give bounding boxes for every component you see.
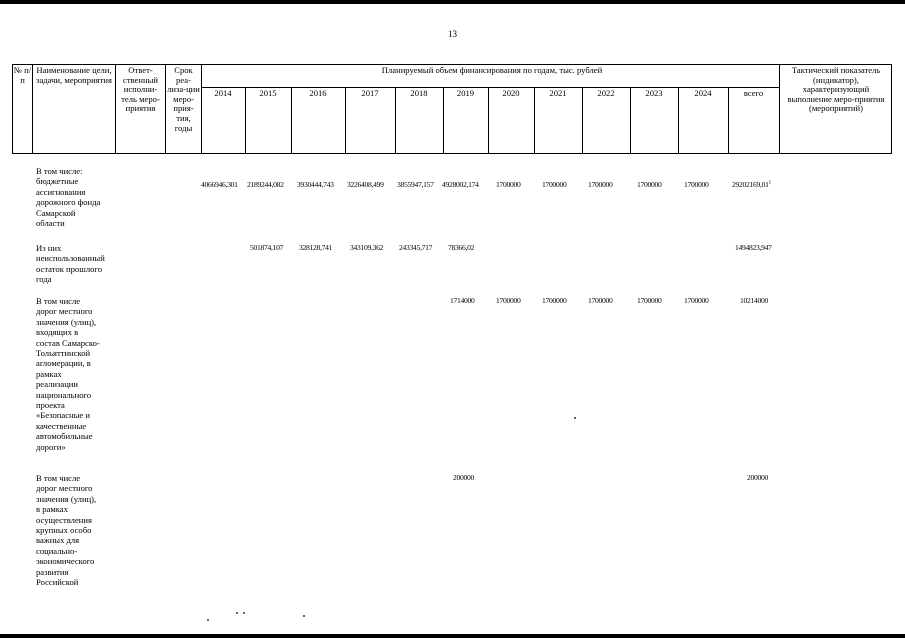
year-header: 2021	[549, 88, 567, 98]
value-cell: 200000	[747, 473, 768, 482]
table-header	[12, 64, 892, 154]
row-2-name: Из них неиспользованный остаток прошлого года	[36, 243, 105, 285]
value-cell: 1700000	[684, 180, 709, 189]
scan-speck	[207, 619, 209, 621]
year-header: 2024	[694, 88, 712, 98]
value-cell: 10214000	[740, 296, 768, 305]
value-cell: 1494823,947	[735, 243, 772, 252]
header-num: № п/п	[13, 65, 32, 85]
year-header: всего	[743, 88, 764, 98]
value-cell: 3930444,743	[297, 180, 334, 189]
value-cell: 4928002,174	[442, 180, 479, 189]
year-header: 2022	[597, 88, 615, 98]
scan-speck	[303, 615, 305, 617]
top-border	[0, 0, 905, 4]
value-cell: 1700000	[588, 296, 613, 305]
value-cell: 243345,717	[399, 243, 433, 252]
year-header: 2017	[361, 88, 379, 98]
year-header: 2016	[309, 88, 327, 98]
value-cell: 1700000	[542, 296, 567, 305]
year-header: 2014	[214, 88, 232, 98]
row-3-name: В том числе дорог местного значения (улиц), входящих в состав Самарско- Тольяттинской агломерации, в рамках реализации национального проекта «Безопасные и качественные автомобильные дороги»	[36, 296, 100, 452]
value-cell: 1700000	[496, 296, 521, 305]
year-header: 2015	[259, 88, 277, 98]
header-planned: Планируемый объем финансирования по годам, тыс. рублей	[381, 65, 603, 75]
value-cell: 4066946,301	[201, 180, 238, 189]
value-cell: 78366,02	[448, 243, 475, 252]
value-cell: 343109,362	[350, 243, 384, 252]
header-name: Наименование цели, задачи, мероприятия	[36, 65, 112, 85]
year-header: 2019	[456, 88, 475, 98]
value-cell: 501874,107	[250, 243, 284, 252]
bottom-border	[0, 634, 905, 638]
page-number: 13	[448, 29, 457, 39]
value-cell: 328128,741	[299, 243, 333, 252]
value-cell: 3855947,157	[397, 180, 434, 189]
scan-speck	[236, 612, 238, 614]
value-cell: 1714000	[450, 296, 475, 305]
year-header: 2023	[645, 88, 663, 98]
value-cell: 3226408,499	[347, 180, 384, 189]
value-cell: 1700000	[637, 180, 662, 189]
value-cell: 1700000	[637, 296, 662, 305]
value-cell: 2189244,082	[247, 180, 284, 189]
value-cell-total: 29202169,01$^1$	[732, 180, 771, 189]
value-cell: 1700000	[684, 296, 709, 305]
year-header: 2020	[502, 88, 520, 98]
row-4-name: В том числе дорог местного значения (улиц), в рамках осуществления крупных особо важных для социально- экономического развития Российской	[36, 473, 97, 588]
header-term: Срок реа-лиза-ции меро-прия-тия, годы	[167, 65, 200, 133]
value-cell: 1700000	[496, 180, 521, 189]
value-cell: 200000	[453, 473, 474, 482]
scan-speck	[243, 612, 245, 614]
row-1-name: В том числе: бюджетные ассигнования дорожного фонда Самарской области	[36, 166, 101, 229]
header-indicator: Тактический показатель (индикатор), характеризующий выполнение меро-приятия (мероприятий)	[787, 65, 885, 114]
scan-speck	[574, 417, 576, 419]
year-header: 2018	[410, 88, 428, 98]
header-responsible: Ответ-ственный исполни-тель меро-приятия	[121, 65, 160, 114]
value-cell: 1700000	[588, 180, 613, 189]
value-cell: 1700000	[542, 180, 567, 189]
